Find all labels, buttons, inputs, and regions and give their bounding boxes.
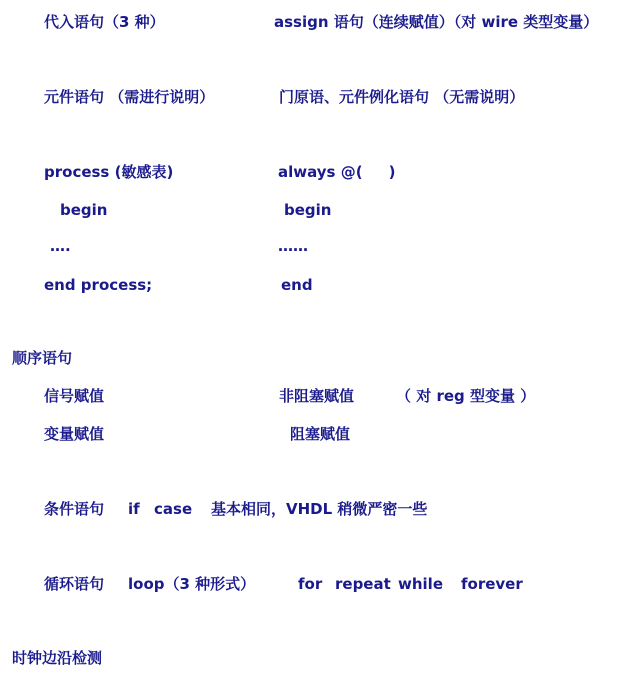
cond-case: case [154, 500, 193, 518]
blocking-assign: 阻塞赋值 [290, 425, 351, 443]
always-begin: begin [284, 201, 332, 219]
component-left-text: 元件语句 （需进行说明） [44, 88, 215, 106]
cond-label: 条件语句 [44, 500, 105, 518]
loop-repeat: repeat [335, 575, 391, 593]
sequential-heading: 顺序语句 [12, 349, 73, 367]
loop-label: 循环语句 [44, 575, 105, 593]
loop-forever: forever [461, 575, 523, 593]
always-end: end [281, 276, 313, 294]
nonblocking-assign: 非阻塞赋值 [279, 387, 355, 405]
signal-assign: 信号赋值 [44, 387, 105, 405]
process-end: end process; [44, 276, 153, 294]
process-head: process (敏感表) [44, 163, 174, 181]
loop-for: for [298, 575, 323, 593]
cond-if: if [128, 500, 140, 518]
cond-note: 基本相同，VHDL 稍微严密一些 [211, 500, 428, 518]
process-begin: begin [60, 201, 108, 219]
variable-assign: 变量赋值 [44, 425, 105, 443]
assign-right-text: assign 语句（连续赋值）（对 wire 类型变量） [274, 13, 599, 31]
reg-note: （ 对 reg 型变量 ） [396, 387, 536, 405]
loop-kind: loop（3 种形式） [128, 575, 256, 593]
component-right-text: 门原语、元件例化语句 （无需说明） [279, 88, 525, 106]
process-dots: …. [50, 237, 71, 255]
always-head: always @( ) [278, 163, 396, 181]
clock-heading: 时钟边沿检测 [12, 649, 103, 667]
assign-left-text: 代入语句（3 种） [44, 13, 165, 31]
always-dots: …… [278, 237, 308, 255]
loop-while: while [398, 575, 443, 593]
